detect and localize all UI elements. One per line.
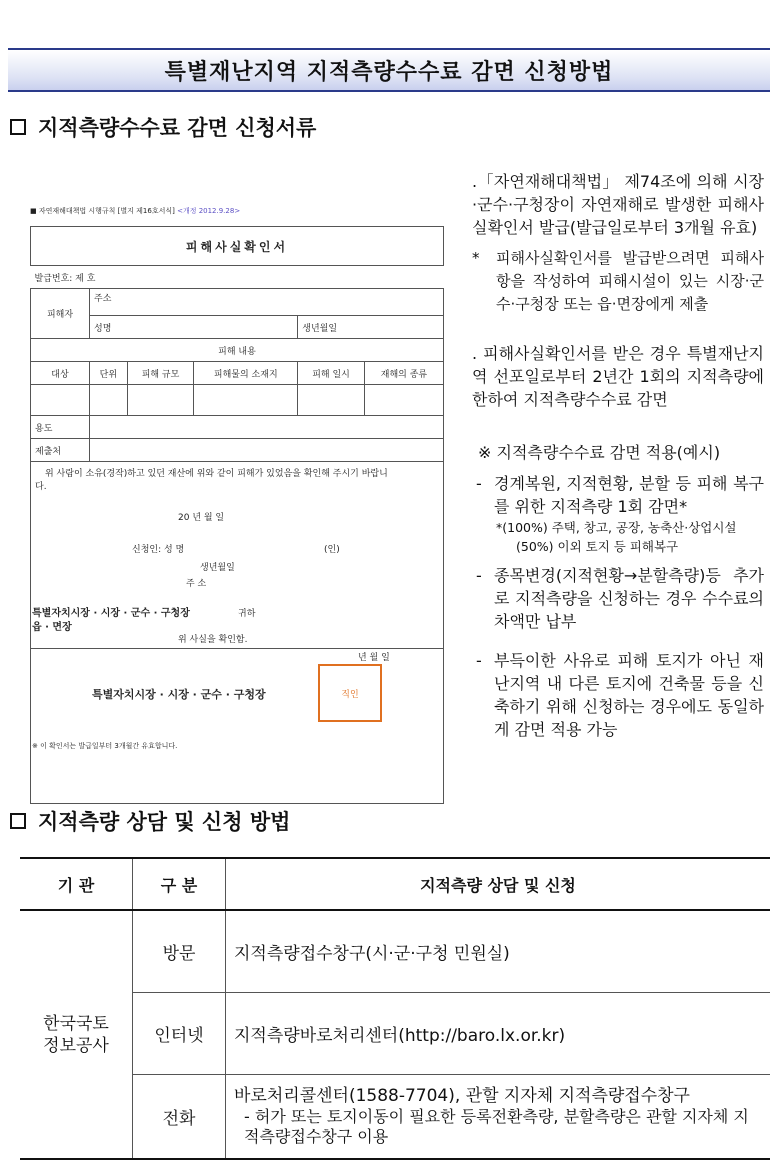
example-subitem: (50%) 이외 토지 등 피해복구 (516, 539, 679, 554)
table-header: 구 분 (133, 858, 226, 910)
section-title: 지적측량수수료 감면 신청서류 (38, 116, 317, 140)
paragraph-1-note: 피해사실확인서를 발급받으려면 피해사항을 작성하여 피해시설이 있는 시장·군수·구청장 또는 읍·면장에게 제출 (496, 249, 764, 313)
form-statement: 위 사람이 소유(경작)하고 있던 재산에 위와 같이 피해가 있었음을 확인해 주시기 바랍니 (45, 469, 388, 479)
example-subitem: *(100%) 주택, 창고, 공장, 농축산·상업시설 (496, 520, 737, 535)
form-date-line: 20 년 월 일 (178, 513, 225, 523)
form-title: 피해사실확인서 (31, 227, 444, 266)
table-desc-cell (226, 1075, 771, 1160)
form-col: 단위 (90, 362, 128, 385)
example-title: ※ 지적측량수수료 감면 적용(예시) (478, 443, 721, 462)
table-cat: 전화 (133, 1075, 226, 1160)
form-col: 피해 규모 (127, 362, 194, 385)
table-desc: 지적측량접수창구(시·군·구청 민원실) (226, 910, 771, 993)
dash: - (476, 566, 482, 585)
dash: - (476, 474, 482, 493)
form-issue-no: 발급번호: 제 호 (31, 266, 444, 289)
form-col: 대상 (31, 362, 90, 385)
form-applicant: 신청인: 성 명 (132, 545, 185, 555)
form-col: 피해물의 소재지 (194, 362, 298, 385)
right-text-column (472, 170, 764, 741)
form-seal: (인) (324, 545, 340, 555)
form-victim-label: 피해자 (31, 289, 90, 339)
example-item: 부득이한 사유로 피해 토지가 아닌 재난지역 내 다른 토지에 건축물 등을 신축하기 위해 신청하는 경우에도 동일하게 감면 적용 가능 (494, 651, 764, 739)
form-confirm: 위 사실을 확인함. (178, 635, 248, 645)
form-damage-header: 피해 내용 (31, 339, 444, 362)
table-desc-note: - 허가 또는 토지이동이 필요한 등록전환측량, 분할측량은 관할 지자체 지적측량접수창구 이용 (244, 1107, 749, 1146)
form-signer: 특별자치시장 · 시장 · 군수 · 구청장 (92, 688, 266, 701)
form-submit-label: 제출처 (31, 439, 90, 462)
paragraph-2: . 피해사실확인서를 받은 경우 특별재난지역 선포일로부터 2년간 1회의 지적측량에 한하여 지적측량수수료 감면 (472, 344, 764, 409)
form-applicant-birth: 생년월일 (200, 563, 235, 573)
section-title: 지적측량 상담 및 신청 방법 (38, 810, 291, 834)
form-address-label: 주소 (90, 289, 444, 316)
form-name-label: 성명 (90, 316, 298, 339)
example-item: 종목변경(지적현황→분할측량)등 추가로 지적측량을 신청하는 경우 수수료의 차액만 납부 (494, 566, 764, 631)
form-header: ■ 자연재해대책법 시행규칙 [별지 제16호서식] <개정 2012.9.28> (30, 207, 241, 215)
dash: - (476, 651, 482, 670)
page-title: 특별재난지역 지적측량수수료 감면 신청방법 (164, 59, 614, 85)
table-row (20, 1075, 770, 1160)
page-title-banner (8, 48, 770, 92)
table-cat: 방문 (133, 910, 226, 993)
table-row (20, 910, 770, 993)
form-note: ※ 이 확인서는 발급일부터 3개월간 유효합니다. (32, 742, 178, 750)
table-header: 지적측량 상담 및 신청 (226, 858, 771, 910)
form-purpose-label: 용도 (31, 416, 90, 439)
form-col: 피해 일시 (298, 362, 365, 385)
table-desc: 바로처리콜센터(1588-7704), 관할 지자체 지적측량접수창구 (234, 1086, 690, 1106)
form-recipient-2: 읍 · 면장 (32, 622, 72, 633)
form-confirm-date: 년 월 일 (358, 653, 390, 663)
form-statement-end: 다. (35, 482, 47, 492)
table-row (20, 993, 770, 1075)
checkbox-square-icon (10, 119, 26, 135)
official-stamp: 직인 (318, 664, 382, 722)
table-desc: 지적측량바로처리센터(http://baro.lx.or.kr) (226, 993, 771, 1075)
form-recipient: 특별자치시장 · 시장 · 군수 · 구청장 (32, 608, 190, 619)
table-cat: 인터넷 (133, 993, 226, 1075)
consultation-table (20, 857, 770, 1160)
example-item: 경계복원, 지적현황, 분할 등 피해 복구를 위한 지적측량 1회 감면* (494, 474, 764, 516)
section-heading-consultation (10, 806, 290, 836)
table-header: 기 관 (20, 858, 133, 910)
section-heading-documents (10, 112, 316, 142)
checkbox-square-icon (10, 813, 26, 829)
form-birth-label: 생년월일 (298, 316, 444, 339)
form-recipient-suffix: 귀하 (238, 609, 256, 619)
form-col: 재해의 종류 (364, 362, 443, 385)
table-org: 한국국토정보공사 (20, 910, 133, 1159)
note-mark: * (472, 249, 480, 267)
paragraph-1: .「자연재해대책법」 제74조에 의해 시장·군수·구청장이 자연재해로 발생한 피해사실확인서 발급(발급일로부터 3개월 유효) (472, 172, 764, 237)
damage-confirmation-form-image (28, 198, 448, 758)
form-applicant-address: 주 소 (186, 579, 207, 589)
